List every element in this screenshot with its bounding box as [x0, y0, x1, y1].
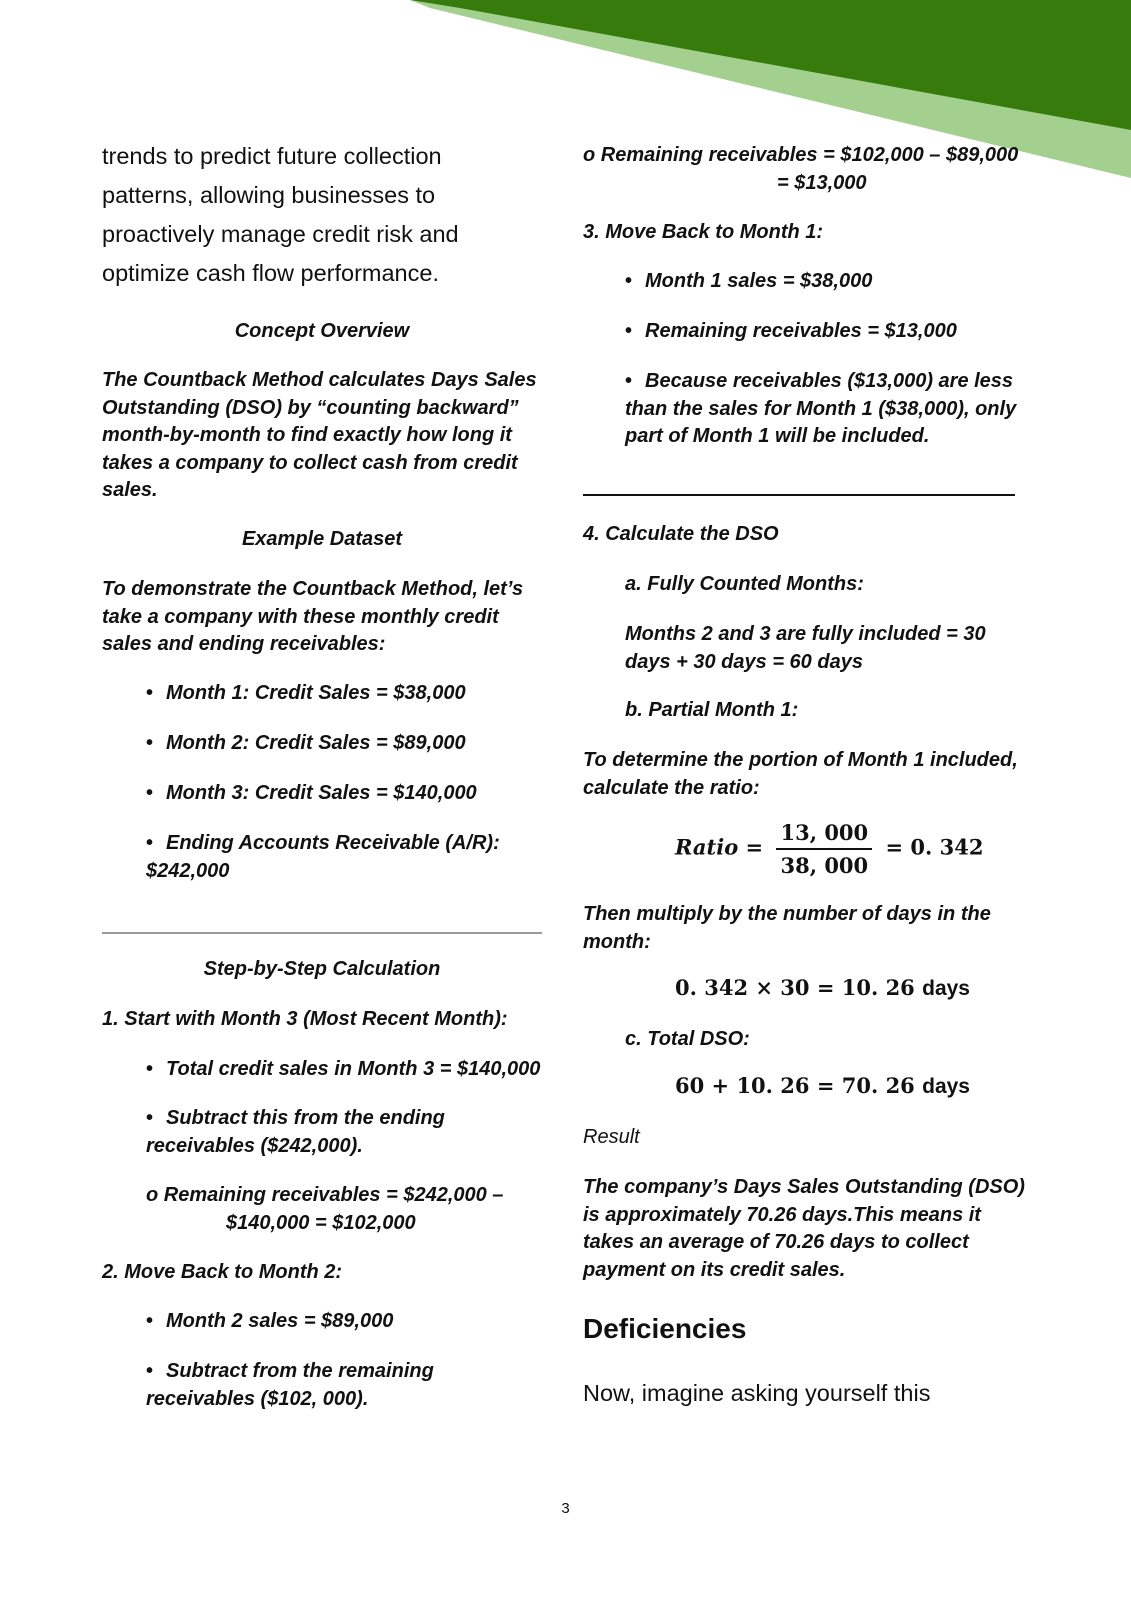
- list-item: • Month 2 sales = $89,000: [146, 1308, 393, 1336]
- sub-item: o Remaining receivables = $242,000 –: [146, 1184, 504, 1206]
- body-text: calculate the ratio:: [583, 776, 760, 799]
- step-heading: 1. Start with Month 3 (Most Recent Month):: [102, 1008, 508, 1030]
- sub-heading: b. Partial Month 1:: [625, 699, 799, 721]
- intro-text: proactively manage credit risk and: [102, 221, 459, 247]
- sub-text: days + 30 days = 60 days: [625, 650, 863, 673]
- ratio-label: Ratio: [675, 834, 739, 860]
- intro-text: trends to predict future collection: [102, 143, 442, 169]
- fraction-numerator: 13, 000: [776, 820, 872, 850]
- total-formula: [675, 1073, 970, 1099]
- result-text: The company’s Days Sales Outstanding (DSO): [583, 1176, 1025, 1198]
- result-text: takes an average of 70.26 days to collect: [583, 1231, 969, 1253]
- list-item-continued: $242,000: [146, 859, 230, 882]
- body-text: To determine the portion of Month 1 included,: [583, 749, 1018, 771]
- concept-heading: Concept Overview: [234, 320, 410, 342]
- concept-text: sales.: [102, 479, 158, 501]
- multiply-formula: [675, 975, 970, 1001]
- formula-expression: 60 + 10. 26 = 70. 26: [675, 1073, 915, 1098]
- sub-heading: a. Fully Counted Months:: [625, 573, 864, 595]
- dataset-heading: Example Dataset: [241, 528, 403, 550]
- list-item-continued: than the sales for Month 1 ($38,000), only: [625, 397, 1017, 420]
- formula-unit: days: [922, 977, 970, 1000]
- list-item: • Month 2: Credit Sales = $89,000: [146, 730, 466, 758]
- ratio-fraction: [776, 820, 872, 878]
- list-item-continued: receivables ($102, 000).: [146, 1387, 369, 1410]
- result-heading: Result: [583, 1126, 640, 1148]
- list-item: • Subtract from the remaining: [146, 1358, 434, 1386]
- dataset-text: To demonstrate the Countback Method, let’s: [102, 578, 524, 600]
- equals-sign: =: [745, 834, 764, 860]
- deficiencies-heading: Deficiencies: [583, 1313, 747, 1344]
- steps-heading: Step-by-Step Calculation: [203, 958, 441, 980]
- dataset-text: take a company with these monthly credit: [102, 605, 499, 628]
- page-number: 3: [561, 1500, 570, 1517]
- deficiencies-text: Now, imagine asking yourself this: [583, 1380, 931, 1406]
- step-heading: 3. Move Back to Month 1:: [583, 221, 824, 243]
- list-item: • Total credit sales in Month 3 = $140,000: [146, 1056, 540, 1084]
- divider: [583, 494, 1015, 496]
- ratio-formula: [675, 820, 983, 878]
- sub-item: o Remaining receivables = $102,000 – $89,000: [583, 144, 1019, 166]
- result-text: is approximately 70.26 days.This means it: [583, 1203, 981, 1226]
- body-text: month:: [583, 930, 651, 953]
- divider: [102, 932, 542, 934]
- list-item: • Subtract this from the ending: [146, 1105, 445, 1133]
- list-item: • Month 1: Credit Sales = $38,000: [146, 680, 466, 708]
- list-item-continued: receivables ($242,000).: [146, 1134, 363, 1157]
- list-item-continued: part of Month 1 will be included.: [625, 425, 930, 447]
- list-item: • Remaining receivables = $13,000: [625, 318, 957, 346]
- list-item: • Month 3: Credit Sales = $140,000: [146, 780, 477, 808]
- intro-text: patterns, allowing businesses to: [102, 182, 436, 208]
- formula-unit: days: [922, 1075, 970, 1098]
- concept-text: Outstanding (DSO) by “counting backward”: [102, 396, 519, 419]
- list-item: • Because receivables ($13,000) are less: [625, 368, 1013, 396]
- step-heading: 4. Calculate the DSO: [583, 523, 779, 545]
- concept-text: takes a company to collect cash from credit: [102, 451, 518, 474]
- step-heading: 2. Move Back to Month 2:: [102, 1261, 343, 1283]
- intro-text: optimize cash flow performance.: [102, 260, 439, 286]
- sub-text: Months 2 and 3 are fully included = 30: [625, 623, 986, 645]
- sub-item-continued: $140,000 = $102,000: [226, 1211, 416, 1234]
- formula-expression: 0. 342 × 30 = 10. 26: [675, 975, 915, 1000]
- concept-text: The Countback Method calculates Days Sales: [102, 369, 537, 391]
- body-text: Then multiply by the number of days in the: [583, 903, 991, 925]
- sub-item-continued: = $13,000: [777, 171, 867, 194]
- list-item: • Ending Accounts Receivable (A/R):: [146, 830, 500, 858]
- sub-heading: c. Total DSO:: [625, 1028, 750, 1050]
- ratio-result: = 0. 342: [885, 834, 984, 860]
- result-text: payment on its credit sales.: [583, 1258, 846, 1281]
- dataset-text: sales and ending receivables:: [102, 633, 386, 655]
- concept-text: month-by-month to find exactly how long it: [102, 424, 512, 446]
- list-item: • Month 1 sales = $38,000: [625, 268, 872, 296]
- fraction-denominator: 38, 000: [780, 853, 869, 878]
